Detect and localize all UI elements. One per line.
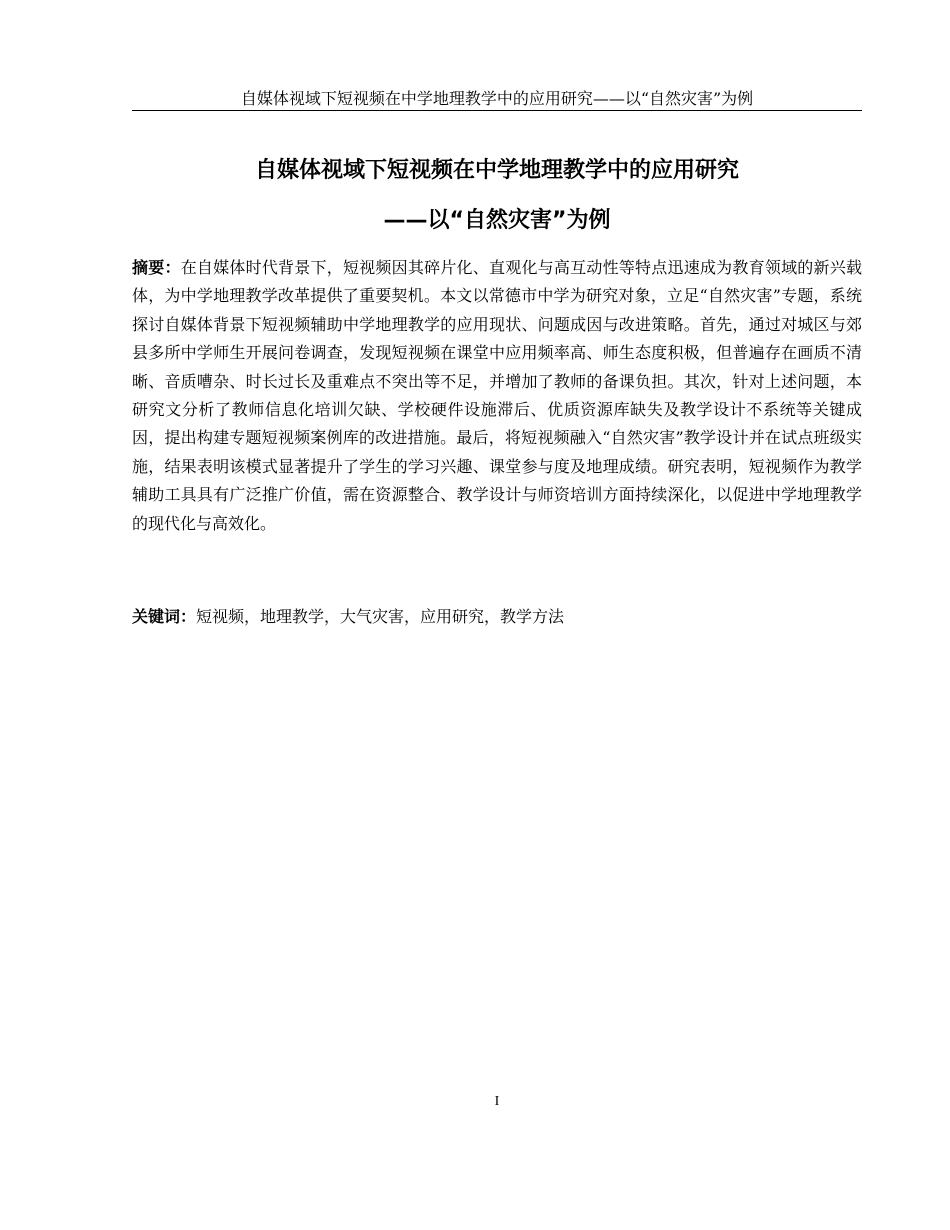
paper-title: 自媒体视域下短视频在中学地理教学中的应用研究	[254, 158, 739, 183]
abstract-label: 摘要：	[132, 258, 181, 277]
keywords	[132, 603, 862, 631]
keywords-text: 短视频，地理教学，大气灾害，应用研究，教学方法	[196, 607, 565, 626]
paper-subtitle: ——以“自然灾害”为例	[383, 208, 611, 233]
keywords-label: 关键词：	[132, 607, 197, 626]
abstract-text: 在自媒体时代背景下，短视频因其碎片化、直观化与高互动性等特点迅速成为教育领域的新兴载体，为中学地理教学改革提供了重要契机。本文以常德市中学为研究对象，立足“自然灾害”专题，系统探讨自媒体背景下短视频辅助中学地理教学的应用现状、问题成因与改进策略。首先，通过对城区与郊县多所中学师生开展问卷调查，发现短视频在课堂中应用频率高、师生态度积极，但普遍存在画质不清晰、音质嘈杂、时长过长及重难点不突出等不足，并增加了教师的备课负担。其次，针对上述问题，本研究文分析了教师信息化培训欠缺、学校硬件设施滞后、优质资源库缺失及教学设计不系统等关键成因，提出构建专题短视频案例库的改进措施。最后，将短视频融入“自然灾害”教学设计并在试点班级实施，结果表明该模式显著提升了学生的学习兴趣、课堂参与度及地理成绩。研究表明，短视频作为教学辅助工具具有广泛推广价值，需在资源整合、教学设计与师资培训方面持续深化，以促进中学地理教学的现代化与高效化。	[132, 258, 862, 533]
abstract	[132, 254, 862, 538]
running-header	[132, 88, 862, 111]
running-header-text: 自媒体视域下短视频在中学地理教学中的应用研究——以“自然灾害”为例	[240, 89, 754, 108]
page-number: I	[494, 1094, 500, 1109]
